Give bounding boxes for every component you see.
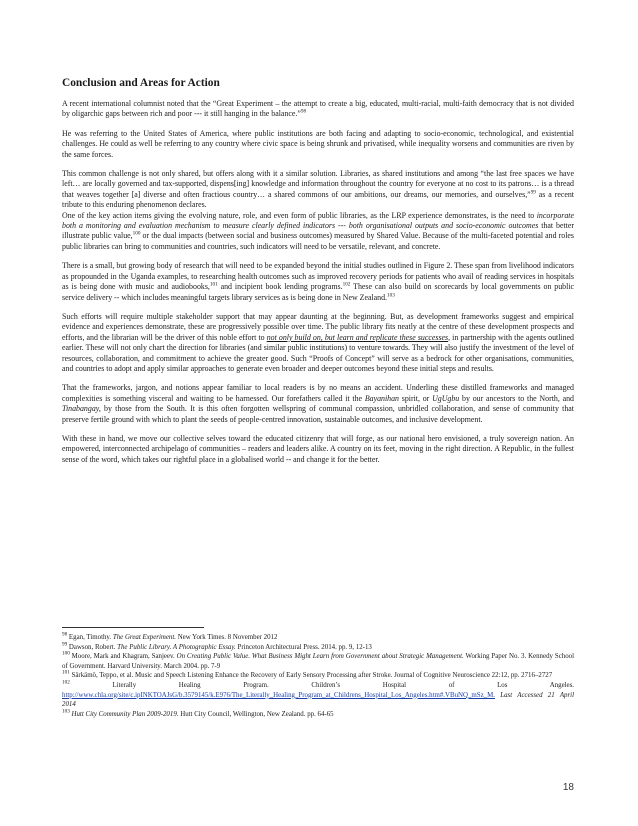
paragraph-1: A recent international columnist noted that the “Great Experiment – the attempt to create a big, educated, multi-racial, multi-faith democracy that is not divided by oligarchic gaps between rich and poor --- it still hanging in the balance.”$^{98}$ (62, 99, 574, 119)
footnote-ref-98[interactable]: 98 (300, 108, 307, 115)
footnote-98: $^{98}$ Egan, Timothy. The Great Experiment. New York Times. 8 November 2012 (62, 631, 278, 641)
footnote-102: $^{102}$ Literally Healing Program. Children’s Hospital of Los Angeles. http://www.chla.org/site/c.ipINKTOAJsG/b.3579145/k.E976/The_Literally_Healing_Program_at_Childrens_Hospital_Los_Angeles.htm#.VBuNQ_mSz_M. Last Accessed 21 April 2014 (62, 679, 574, 709)
footnote-100: $^{100}$ Moore, Mark and Khagram, Sanjeev. On Creating Public Value. What Business Might Learn from Government about Strategic Management. Working Paper No. 3. Kennedy School of Government. Harvard University. March 2004. pp. 7-9 (62, 650, 574, 670)
main-text (62, 76, 574, 474)
footnote-ref-99[interactable]: 99 (530, 189, 536, 196)
paragraph-6: Such efforts will require multiple stakeholder support that may appear daunting at the beginning. But, as development frameworks suggest and empirical evidence and experiences demonstrate, these are progressively possible over time. The public library fits neatly at the centre of these development prospects and efforts, and the librarian will be the driver of this noble effort to not only build on, but learn and replicate these successes, in partnership with the agents outlined earlier. These will not only chart the direction for libraries (and similar public institutions) to venture towards. They will also justify the investment of the level of resources, collaboration, and commitment to achieve the greater good. Such “Proofs of Concept” will serve as a bedrock for other organisations, communities, and countries to adopt and apply similar approaches to generate even broader and deeper outcomes beyond these initial steps and results. (62, 311, 574, 373)
footnote-ref-100[interactable]: 100 (132, 230, 141, 237)
paragraph-7: That the frameworks, jargon, and notions appear familiar to local readers is by no means an accident. Underling these distilled frameworks and managed complexities is something visceral and waiting to be harnessed. Our forefathers called it the Bayanihan spirit, or UgUgbu by our ancestors to the North, and Tinabangay, by those from the South. It is this often forgotten wellspring of communal compassion, unbridled collaboration, and sense of community that preserve fertile ground with which to plant the seeds of people-centred innovation, sustainable outcomes, and inclusive development. (62, 383, 574, 424)
footnote-ref-103[interactable]: 103 (387, 291, 395, 298)
footnote-102-link[interactable]: http://www.chla.org/site/c.ipINKTOAJsG/b.3579145/k.E976/The_Literally_Healing_Program_at_Childrens_Hospital_Los_Angeles.htm#.VBuNQ_mSz_M. (62, 691, 495, 699)
paragraph-8: With these in hand, we move our collective selves toward the educated citizenry that will forge, as our national hero envisioned, a truly sovereign nation. An empowered, interconnected archipelago of communities – readers and leaders alike. A country on its feet, moving in the right direction. A Republic, in the fullest sense of the word, which takes our rightful place in a globalised world -- and change it for the better. (62, 433, 574, 464)
paragraph-4: One of the key action items giving the evolving nature, role, and even form of public libraries, as the LRP experience demonstrates, is the need to incorporate both a monitoring and evaluation mechanism to measure clearly defined indicators --- both organisational outputs and socio-economic outcomes that better illustrate public value,$^{100}$ or the dual impacts (between social and business outcomes) measured by Shared Value. Because of the multi-faceted potential and roles public libraries can bring to communities and countries, such indicators will need to be versatile, relevant, and concrete. (62, 210, 575, 251)
paragraph-5: There is a small, but growing body of research that will need to be expanded beyond the initial studies outlined in Figure 2. These span from livelihood indicators as propounded in the Uganda examples, to researching health outcomes such as improved recovery periods for patients who avail of reading services in hospitals as is being done with music and audiobooks,$^{101}$ and incipient book lending programs.$^{102}$ These can also build on scorecards by local governments on public service delivery -- which includes meaningful targets library services as is being done in New Zealand.$^{103}$ (62, 261, 575, 302)
footnote-103: $^{103}$ Hutt City Community Plan 2009-2019. Hutt City Council, Wellington, New Zealand. pp. 64-65 (62, 708, 334, 718)
footnote-99: $^{99}$ Dawson, Robert. The Public Library. A Photographic Essay. Princeton Architectural Press. 2014. pp. 9, 12-13 (62, 641, 372, 651)
footnotes (62, 633, 574, 719)
footnote-divider (62, 627, 204, 628)
page-number: 18 (562, 782, 574, 793)
section-heading: Conclusion and Areas for Action (62, 77, 220, 89)
paragraph-2: He was referring to the United States of America, where public institutions are both facing and adapting to socio-economic, technological, and existential challenges. He could as well be referring to any country where civic space is being shrunk and privatised, while inequality worsens and communities are riven by the same forces. (62, 128, 574, 159)
footnote-ref-102[interactable]: 102 (342, 281, 351, 288)
footnote-ref-101[interactable]: 101 (209, 281, 218, 288)
footnote-101: $^{101}$ Särkämö, Teppo, et al. Music and Speech Listening Enhance the Recovery of Early Sensory Processing after Stroke. Journal of Cognitive Neuroscience 22:12, pp. 2716–2727 (62, 670, 553, 680)
paragraph-3: This common challenge is not only shared, but offers along with it a similar solution. Libraries, as shared institutions and among “the last free spaces we have left… are locally governed and tax-supported, dispens[ing] knowledge and information throughout the country for everyone at no cost to its patrons… is a thread that weaves together [a] diverse and often fractious country… a shared commons of our ambitions, our dreams, our memories, and ourselves,”$^{99}$ as a recent tribute to this enduring phenomenon declares. (62, 169, 574, 210)
